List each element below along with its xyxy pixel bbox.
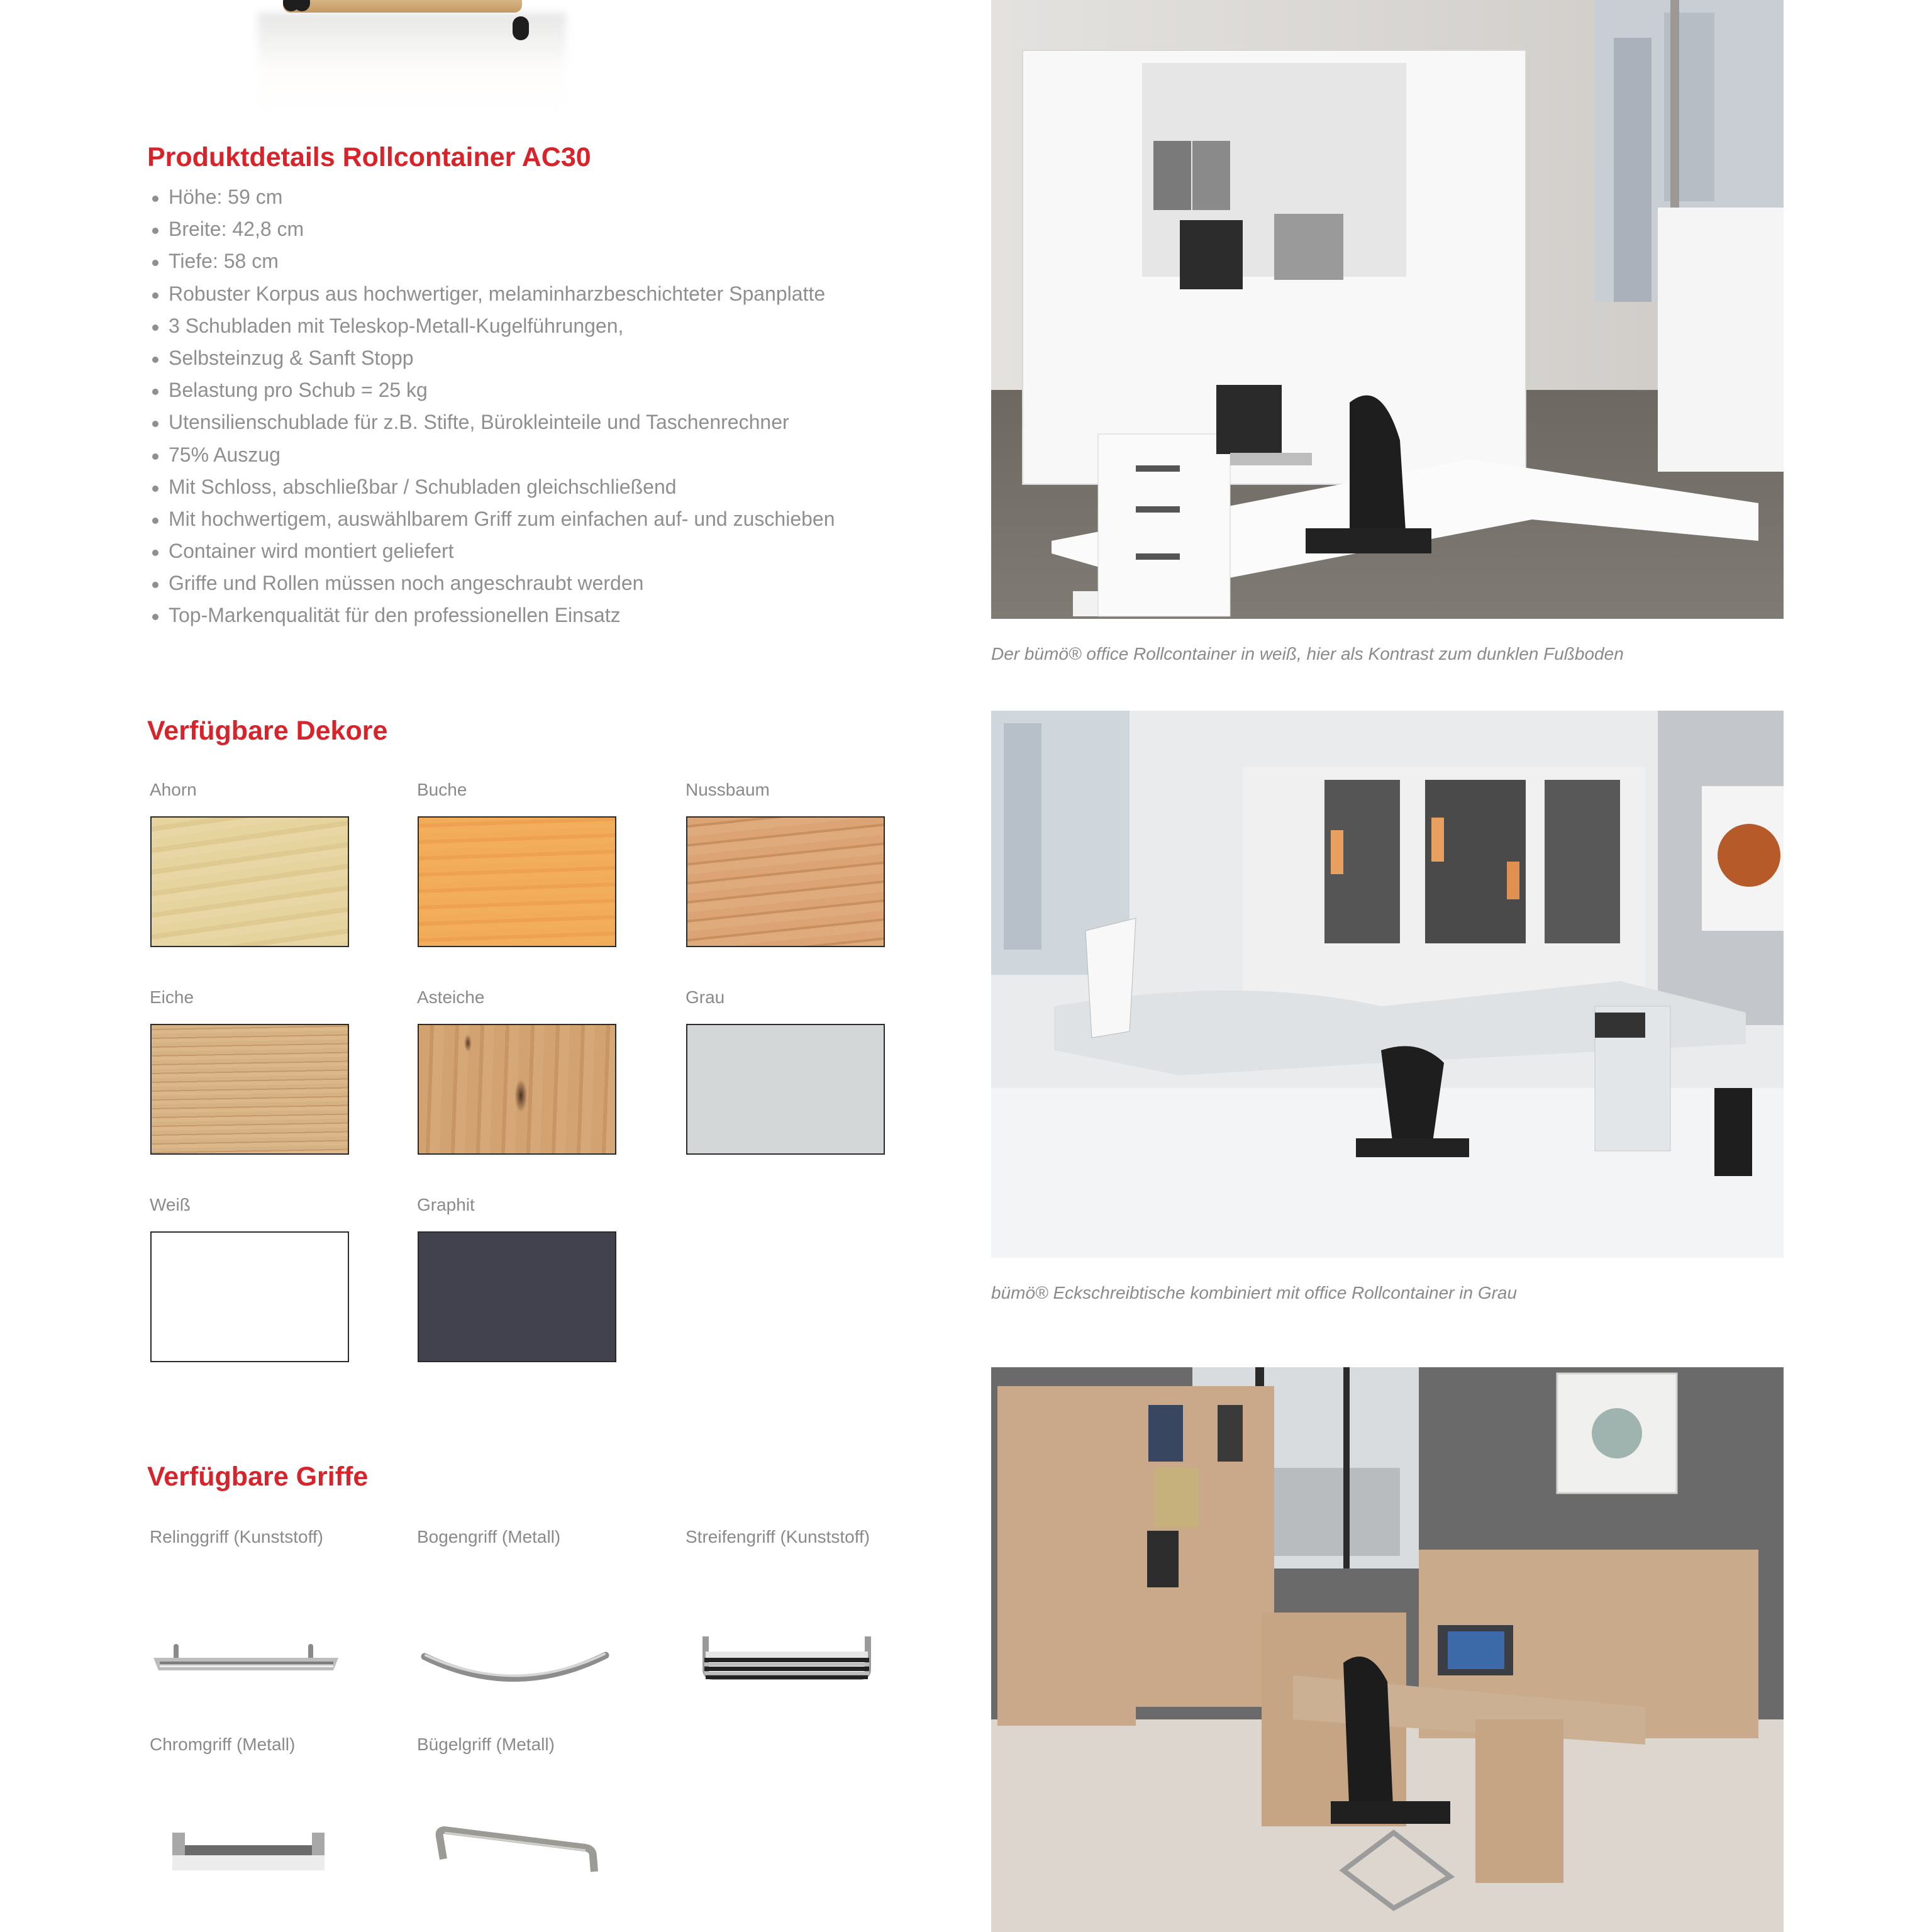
- spec-item: Robuster Korpus aus hochwertiger, melaminharzbeschichteter Spanplatte: [150, 278, 835, 310]
- decor-label: Buche: [417, 780, 467, 799]
- grip-label: Bügelgriff (Metall): [417, 1735, 555, 1754]
- decor-option-eiche[interactable]: [150, 985, 364, 1010]
- chrome-grip-icon: [150, 1789, 351, 1889]
- decor-label: Weiß: [150, 1195, 191, 1214]
- office-scene-white: [991, 0, 1784, 619]
- swatch-eiche[interactable]: [150, 1024, 349, 1155]
- decor-option-graphit[interactable]: [417, 1192, 631, 1218]
- decor-label: Ahorn: [150, 780, 197, 799]
- gallery-photo-white-office[interactable]: [991, 0, 1784, 619]
- swatch-grau[interactable]: [686, 1024, 885, 1155]
- decors-title: Verfügbare Dekore: [147, 716, 388, 746]
- decor-option-ahorn[interactable]: [150, 777, 364, 802]
- spec-item: Container wird montiert geliefert: [150, 535, 835, 567]
- decor-option-asteiche[interactable]: [417, 985, 631, 1010]
- gallery-caption: Der bümö® office Rollcontainer in weiß, hier als Kontrast zum dunklen Fußboden: [991, 644, 1624, 663]
- gallery-photo-wood-office[interactable]: [991, 1367, 1784, 1932]
- container-body: [283, 0, 522, 13]
- decor-option-grau[interactable]: [686, 985, 899, 1010]
- office-scene-wood: [991, 1367, 1784, 1932]
- grip-label: Streifengriff (Kunststoff): [686, 1527, 870, 1546]
- office-scene-grey: [991, 711, 1784, 1258]
- decor-label: Nussbaum: [686, 780, 770, 799]
- rail-grip-icon: [150, 1581, 351, 1682]
- spec-item: 3 Schubladen mit Teleskop-Metall-Kugelführungen,: [150, 310, 835, 342]
- spec-item: Mit hochwertigem, auswählbarem Griff zum einfachen auf- und zuschieben: [150, 503, 835, 535]
- grip-option-reling[interactable]: [150, 1524, 364, 1550]
- grip-option-buegel[interactable]: [417, 1732, 631, 1757]
- decor-label: Graphit: [417, 1195, 475, 1214]
- wheel-icon: [513, 16, 529, 40]
- grip-option-streifen[interactable]: [686, 1524, 899, 1550]
- spec-item: Belastung pro Schub = 25 kg: [150, 374, 835, 406]
- decor-option-nussbaum[interactable]: [686, 777, 899, 802]
- gallery-caption: bümö® Eckschreibtische kombiniert mit office Rollcontainer in Grau: [991, 1283, 1518, 1302]
- grips-title: Verfügbare Griffe: [147, 1462, 369, 1492]
- spec-item: Utensilienschublade für z.B. Stifte, Bürokleinteile und Taschenrechner: [150, 406, 835, 438]
- striped-grip-icon: [686, 1581, 887, 1682]
- swatch-buche[interactable]: [418, 816, 616, 947]
- grip-option-chrom[interactable]: [150, 1732, 364, 1757]
- grip-option-bogen[interactable]: [417, 1524, 631, 1550]
- spec-item: Selbsteinzug & Sanft Stopp: [150, 342, 835, 374]
- swatch-asteiche[interactable]: [418, 1024, 616, 1155]
- spec-item: Höhe: 59 cm: [150, 181, 835, 213]
- spec-item: Griffe und Rollen müssen noch angeschraubt werden: [150, 567, 835, 599]
- spec-item: Mit Schloss, abschließbar / Schubladen gleichschließend: [150, 471, 835, 503]
- grip-label: Chromgriff (Metall): [150, 1735, 296, 1754]
- decor-label: Eiche: [150, 987, 194, 1007]
- decor-option-buche[interactable]: [417, 777, 631, 802]
- grip-label: Relinggriff (Kunststoff): [150, 1527, 323, 1546]
- bow-grip-icon: [417, 1789, 618, 1889]
- spec-list: [150, 181, 835, 632]
- swatch-ahorn[interactable]: [150, 816, 349, 947]
- grip-label: Bogengriff (Metall): [417, 1527, 561, 1546]
- decor-option-weiss[interactable]: [150, 1192, 364, 1218]
- decor-label: Grau: [686, 987, 725, 1007]
- product-details-title: Produktdetails Rollcontainer AC30: [147, 142, 591, 172]
- spec-item: Breite: 42,8 cm: [150, 213, 835, 245]
- swatch-weiss[interactable]: [150, 1231, 349, 1362]
- hero-product-image: [189, 0, 579, 113]
- spec-item: Tiefe: 58 cm: [150, 245, 835, 277]
- decor-label: Asteiche: [417, 987, 485, 1007]
- gallery-photo-grey-office[interactable]: [991, 711, 1784, 1258]
- swatch-graphit[interactable]: [418, 1231, 616, 1362]
- spec-item: Top-Markenqualität für den professionellen Einsatz: [150, 599, 835, 631]
- swatch-nussbaum[interactable]: [686, 816, 885, 947]
- arc-grip-icon: [417, 1581, 618, 1682]
- spec-item: 75% Auszug: [150, 439, 835, 471]
